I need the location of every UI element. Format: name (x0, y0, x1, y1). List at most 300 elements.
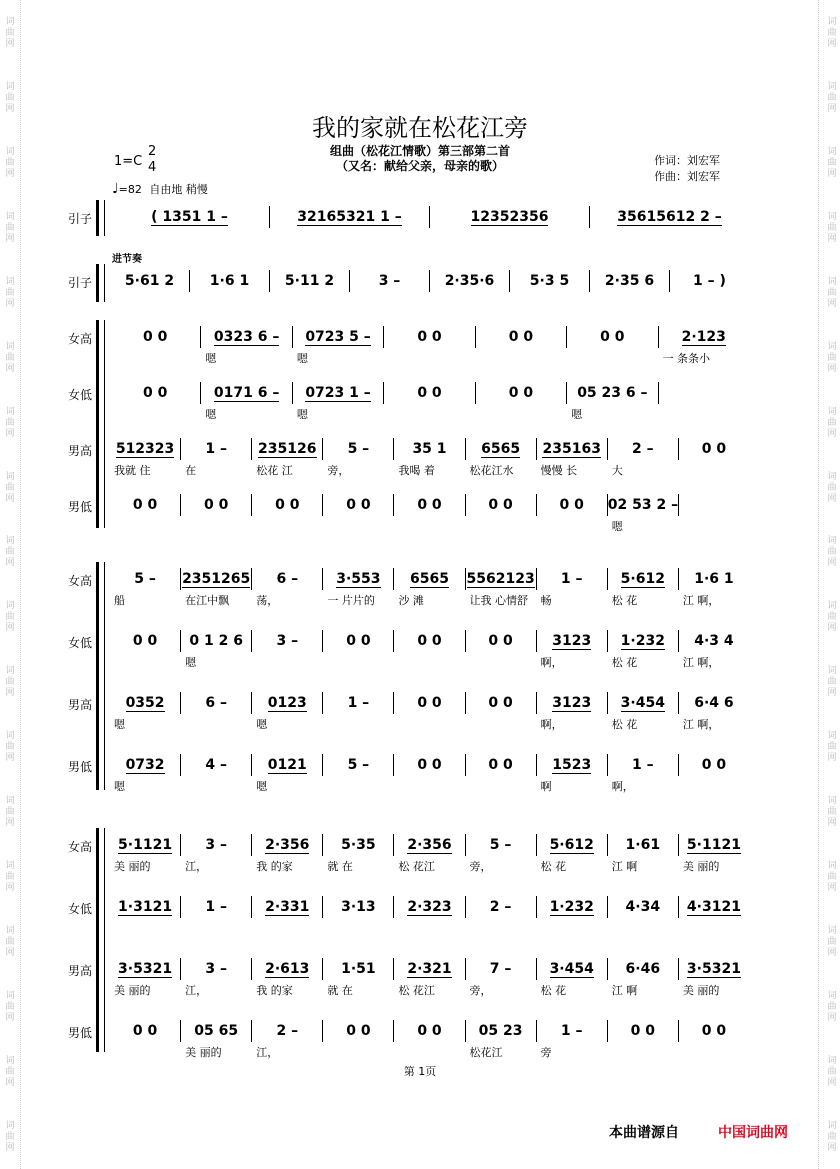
measure-notes: 2 – (489, 899, 512, 915)
measure (466, 630, 537, 652)
measure (394, 958, 465, 980)
voice-label: 男高 (67, 964, 92, 978)
measure (110, 1020, 181, 1042)
quarter-note-icon: ♩ (112, 181, 119, 197)
measure (537, 494, 608, 516)
measure (608, 692, 679, 714)
lyric-syllable: 江， (256, 1046, 279, 1059)
lyric-syllable: 就 在 (327, 984, 353, 997)
system-barline (104, 828, 105, 1052)
measure-notes: 0 0 (488, 633, 513, 649)
measure (201, 326, 292, 348)
measure-notes: 5·1121 (118, 836, 173, 853)
measure-notes: 2 – (632, 441, 654, 457)
watermark-text: 词曲网 (3, 340, 14, 374)
measure (679, 834, 749, 856)
lyric-syllable: 松 花 (611, 656, 638, 669)
lyric-syllable: 美 丽的 (114, 984, 151, 997)
measure-notes: 6·46 (625, 961, 661, 977)
system-barline (104, 320, 105, 528)
footer-site-name: 中国词曲网 (718, 1125, 788, 1141)
measure (323, 692, 394, 714)
measure-notes: 3123 (552, 632, 592, 649)
lyric-syllable: 松 花 (611, 718, 638, 731)
measure (384, 326, 475, 348)
watermark-text: 词曲网 (3, 210, 14, 244)
measure-notes: 6·4 6 (694, 695, 734, 711)
measure-notes: 0171 6 – (213, 384, 280, 401)
measure-notes: 5·35 (341, 837, 376, 853)
lyricist-credit: 作词：刘宏军 (654, 154, 720, 167)
measure-notes: 1·61 (625, 837, 661, 853)
measure (293, 326, 384, 348)
measure (466, 568, 537, 590)
measure-notes: ( 1351 1 – (151, 208, 228, 225)
measure-notes: 3 – (378, 273, 401, 289)
watermark-text: 词曲网 (3, 925, 14, 959)
lyric-syllable: 嗯 (296, 408, 308, 421)
measure-notes: 1 – ) (693, 273, 726, 289)
measure-notes: 0121 (267, 756, 307, 773)
measure-notes: 6 – (205, 695, 227, 711)
measure-notes: 0 0 (417, 1023, 442, 1039)
measure-notes: 3·454 (620, 694, 665, 711)
measure-notes: 0 0 (701, 441, 727, 457)
measure (270, 206, 430, 228)
measure-notes: 0352 (125, 694, 165, 711)
lyric-syllable: 啊， (540, 718, 563, 731)
measure (679, 692, 749, 714)
watermark-text: 词曲网 (3, 80, 14, 114)
measure-notes: 0 0 (508, 329, 534, 345)
voice-label: 女低 (67, 388, 92, 402)
lyrics-line (110, 406, 750, 420)
measure (323, 494, 394, 516)
measure (252, 630, 323, 652)
tempo-value: =82 (118, 183, 142, 196)
watermark-text: 词曲网 (825, 860, 836, 894)
voice-label: 女高 (67, 840, 92, 854)
lyric-syllable: 松花江水 (469, 464, 514, 477)
lyric-syllable: 旁， (469, 860, 492, 873)
measure-notes: 1 – (205, 899, 227, 915)
lyric-syllable: 松花 江 (256, 464, 293, 477)
notation-line (110, 566, 750, 592)
measure-notes: 1·232 (620, 632, 665, 649)
lyrics-line (110, 778, 750, 792)
measure (323, 1020, 394, 1042)
lyric-syllable: 船 (114, 594, 125, 607)
measure-notes: 1 – (560, 571, 583, 587)
measure (323, 568, 394, 590)
measure (670, 270, 749, 292)
measure (252, 692, 323, 714)
measure-notes: 0 0 (559, 497, 584, 513)
watermark-text: 词曲网 (825, 600, 836, 634)
notation-line (110, 324, 750, 350)
tempo-marking (112, 181, 208, 197)
composer-credit: 作曲：刘宏军 (654, 170, 720, 183)
measure (679, 958, 749, 980)
lyric-syllable: 美 丽的 (682, 860, 720, 873)
measure-notes: 0 0 (203, 497, 229, 513)
measure (608, 1020, 679, 1042)
notation-line (110, 436, 750, 462)
measure-notes: 2·331 (265, 898, 310, 915)
measure-notes: 0 0 (132, 1023, 158, 1039)
measure-notes: 0 0 (417, 385, 442, 401)
measure-notes: 1523 (552, 756, 592, 773)
measure-notes: 0 1 2 6 (189, 633, 243, 649)
voice-label: 女高 (67, 574, 92, 588)
watermark-text: 词曲网 (3, 665, 14, 699)
measure-notes: 5·3 5 (529, 273, 570, 289)
watermark-text: 词曲网 (3, 535, 14, 569)
measure (608, 494, 679, 516)
measure (394, 834, 465, 856)
watermark-text: 词曲网 (825, 80, 836, 114)
lyric-syllable: 嗯 (185, 656, 197, 669)
measure (181, 834, 252, 856)
measure (252, 896, 323, 918)
measure (110, 692, 181, 714)
measure-notes: 32165321 1 – (297, 208, 402, 225)
measure (466, 1020, 537, 1042)
measure (110, 382, 201, 404)
score-system (67, 562, 750, 793)
measure-notes: 0123 (267, 694, 307, 711)
measure-notes: 5562123 (466, 570, 535, 587)
measure (537, 958, 608, 980)
lyric-syllable: 畅 (540, 594, 552, 607)
measure (394, 754, 465, 776)
lyric-syllable: 啊， (540, 656, 563, 669)
measure (181, 754, 252, 776)
measure-notes: 0 0 (417, 695, 442, 711)
measure-notes: 5 – (134, 571, 156, 587)
measure-notes: 1·232 (549, 898, 594, 915)
measure (323, 896, 394, 918)
measure-notes: 2·123 (681, 328, 726, 345)
measure-notes: 0 0 (346, 497, 371, 513)
lyric-syllable: 嗯 (611, 520, 623, 533)
measure-notes: 05 65 (194, 1023, 239, 1039)
voice-label: 引子 (67, 212, 92, 226)
measure-notes: 1 – (347, 695, 370, 711)
watermark-text: 词曲网 (3, 470, 14, 504)
measure-notes: 2·35 6 (604, 273, 655, 289)
intro-rhythm-mark: 进节奏 (112, 254, 142, 265)
measure-notes: 235126 (258, 440, 317, 457)
measure (679, 568, 749, 590)
lyric-syllable: 松 花 (540, 984, 567, 997)
measure-notes: 3·553 (336, 570, 381, 587)
measure-notes: 35615612 2 – (617, 208, 722, 225)
measure (394, 494, 465, 516)
measure (181, 630, 252, 652)
measure-notes: 5 – (347, 441, 370, 457)
measure-notes: 512323 (115, 440, 175, 457)
measure (323, 958, 394, 980)
measure-notes: 0 0 (417, 497, 442, 513)
measure-notes: 2 – (276, 1023, 299, 1039)
measure (384, 382, 475, 404)
lyric-syllable: 让我 心情舒 (469, 594, 529, 607)
measure-notes: 2·613 (265, 960, 310, 977)
lyrics-line (110, 462, 750, 476)
measure (394, 896, 465, 918)
lyric-syllable: 嗯 (205, 352, 217, 365)
watermark-text: 词曲网 (825, 405, 836, 439)
watermark-text: 词曲网 (825, 275, 836, 309)
measure-notes: 5·61 2 (124, 273, 175, 289)
lyric-syllable: 荡， (256, 594, 279, 607)
measure (659, 382, 749, 404)
lyric-syllable: 松 花江 (398, 860, 435, 873)
measure-notes: 0 0 (132, 497, 158, 513)
measure-notes: 12352356 (470, 208, 549, 225)
measure (466, 896, 537, 918)
measure-notes: 5 – (347, 757, 370, 773)
watermark-text: 词曲网 (3, 860, 14, 894)
measure (252, 568, 323, 590)
measure (679, 1020, 749, 1042)
measure-notes: 05 23 (478, 1023, 523, 1039)
lyrics-line (110, 654, 750, 668)
measure (181, 438, 252, 460)
measure-notes: 3 – (205, 837, 227, 853)
lyric-syllable: 美 丽的 (185, 1046, 222, 1059)
measure-notes: 1·3121 (118, 898, 173, 915)
voice-label: 男低 (67, 1026, 92, 1040)
measure (252, 494, 323, 516)
page-number: 第 1页 (403, 1065, 437, 1078)
measure (430, 270, 510, 292)
lyric-syllable: 旁， (327, 464, 350, 477)
measure (430, 206, 590, 228)
voice-label: 男低 (67, 760, 92, 774)
measure (181, 692, 252, 714)
page-edge-right (818, 0, 819, 1169)
lyrics-line (110, 716, 750, 730)
measure (466, 692, 537, 714)
measure-notes: 1 – (560, 1023, 583, 1039)
measure-notes: 1·51 (341, 961, 376, 977)
measure (590, 206, 749, 228)
lyric-syllable: 我喝 着 (398, 464, 435, 477)
lyric-syllable: 嗯 (114, 780, 125, 793)
system-barline (104, 562, 105, 790)
measure-notes: 2·356 (265, 836, 310, 853)
measure (510, 270, 590, 292)
watermark-text: 词曲网 (3, 275, 14, 309)
measure-notes: 7 – (489, 961, 512, 977)
watermark-text: 词曲网 (3, 1054, 14, 1088)
measure (110, 630, 181, 652)
watermark-text: 词曲网 (825, 535, 836, 569)
measure-notes: 3 – (205, 961, 227, 977)
lyric-syllable: 旁， (469, 984, 492, 997)
measure (181, 494, 252, 516)
lyric-syllable: 一 片片的 (327, 594, 375, 607)
watermark-text: 词曲网 (3, 990, 14, 1024)
lyric-syllable: 嗯 (296, 352, 308, 365)
measure-notes: 3·5321 (118, 960, 173, 977)
measure (350, 270, 430, 292)
measure (110, 270, 190, 292)
measure (323, 438, 394, 460)
measure (590, 270, 670, 292)
score-system (67, 200, 750, 236)
lyric-syllable: 江 啊 (611, 984, 638, 997)
measure-notes: 1 – (205, 441, 227, 457)
notation-line (110, 956, 750, 982)
lyrics-line (110, 518, 750, 532)
measure (110, 834, 181, 856)
measure (466, 438, 537, 460)
measure (608, 438, 679, 460)
watermark-text: 词曲网 (825, 15, 836, 49)
measure-notes: 2·323 (407, 898, 452, 915)
lyric-syllable: 美 丽的 (682, 984, 720, 997)
page-edge-left (20, 0, 21, 1169)
measure (190, 270, 270, 292)
lyrics-line (110, 982, 750, 996)
measure (679, 494, 749, 516)
measure (110, 896, 181, 918)
measure-notes: 4·3121 (686, 898, 741, 915)
measure (608, 896, 679, 918)
measure (608, 568, 679, 590)
measure (608, 630, 679, 652)
notation-line (110, 380, 750, 406)
lyric-syllable: 我就 住 (114, 464, 151, 477)
measure-notes: 5·612 (620, 570, 665, 587)
notation-line (110, 268, 750, 294)
measure-notes: 3·13 (341, 899, 376, 915)
song-alias: （又名：献给父亲，母亲的歌） (335, 159, 504, 173)
measure-notes: 1·6 1 (209, 273, 250, 289)
lyric-syllable: 松 花 (540, 860, 567, 873)
lyric-syllable: 就 在 (327, 860, 353, 873)
lyric-syllable: 嗯 (205, 408, 217, 421)
watermark-text: 词曲网 (825, 210, 836, 244)
measure-notes: 0 0 (600, 329, 625, 345)
measure (293, 382, 384, 404)
measure (608, 958, 679, 980)
notation-line (110, 204, 750, 230)
measure-notes: 1·6 1 (694, 571, 734, 587)
system-barline (104, 264, 105, 302)
measure-notes: 0 0 (346, 633, 371, 649)
measure (679, 754, 749, 776)
measure-notes: 2·321 (407, 960, 452, 977)
measure-notes: 0 0 (143, 385, 168, 401)
watermark-text: 词曲网 (3, 145, 14, 179)
measure-notes: 0 0 (417, 633, 442, 649)
measure (252, 1020, 323, 1042)
voice-label: 女低 (67, 902, 92, 916)
measure (394, 568, 465, 590)
measure (110, 438, 181, 460)
tempo-text: 自由地 稍慢 (149, 183, 208, 196)
lyric-syllable: 嗯 (256, 780, 268, 793)
measure (201, 382, 292, 404)
measure-notes: 3·454 (549, 960, 594, 977)
measure (476, 326, 567, 348)
voice-label: 男高 (67, 698, 92, 712)
lyric-syllable: 旁 (540, 1046, 552, 1059)
measure-notes: 6 – (276, 571, 299, 587)
notation-line (110, 690, 750, 716)
measure-notes: 0 0 (417, 757, 442, 773)
measure-notes: 5·1121 (686, 836, 741, 853)
watermark-text: 词曲网 (3, 600, 14, 634)
measure (270, 270, 350, 292)
notation-line (110, 894, 750, 920)
measure-notes: 4 – (205, 757, 227, 773)
lyric-syllable: 松 花江 (398, 984, 435, 997)
watermark-text: 词曲网 (825, 470, 836, 504)
lyric-syllable: 大 (611, 464, 623, 477)
measure-notes: 0 0 (417, 329, 442, 345)
watermark-text: 词曲网 (825, 1119, 836, 1153)
measure (323, 834, 394, 856)
measure (659, 326, 749, 348)
measure-notes: 35 1 (412, 441, 447, 457)
measure (608, 834, 679, 856)
voice-label: 引子 (67, 276, 92, 290)
measure (537, 1020, 608, 1042)
measure (252, 834, 323, 856)
score-system (67, 828, 750, 1059)
measure (110, 494, 181, 516)
measure-notes: 0 0 (701, 757, 727, 773)
measure-notes: 4·34 (625, 899, 661, 915)
measure (567, 382, 658, 404)
watermark-text: 词曲网 (825, 990, 836, 1024)
measure (537, 692, 608, 714)
lyric-syllable: 江 啊， (682, 656, 720, 669)
measure (110, 326, 201, 348)
lyrics-line (110, 1044, 750, 1058)
measure-notes: 0723 1 – (305, 384, 371, 401)
watermark-text: 词曲网 (825, 145, 836, 179)
measure-notes: 5·612 (549, 836, 594, 853)
notation-line (110, 628, 750, 654)
lyric-syllable: 沙 滩 (398, 594, 424, 607)
measure (394, 438, 465, 460)
lyric-syllable: 江， (185, 860, 208, 873)
lyric-syllable: 慢慢 长 (540, 464, 578, 477)
watermark-text: 词曲网 (3, 15, 14, 49)
measure-notes: 02 53 2 – (607, 497, 679, 513)
lyric-syllable: 江 啊 (611, 860, 638, 873)
measure (252, 958, 323, 980)
notation-line (110, 492, 750, 518)
notation-line (110, 832, 750, 858)
notation-line (110, 1018, 750, 1044)
measure (323, 630, 394, 652)
lyric-syllable: 啊 (540, 780, 552, 793)
time-signature-bottom: 4 (148, 160, 157, 175)
measure (537, 754, 608, 776)
measure (476, 382, 567, 404)
lyric-syllable: 江 啊， (682, 594, 720, 607)
measure (110, 754, 181, 776)
lyric-syllable: 我 的家 (256, 984, 293, 997)
watermark-text: 词曲网 (825, 730, 836, 764)
